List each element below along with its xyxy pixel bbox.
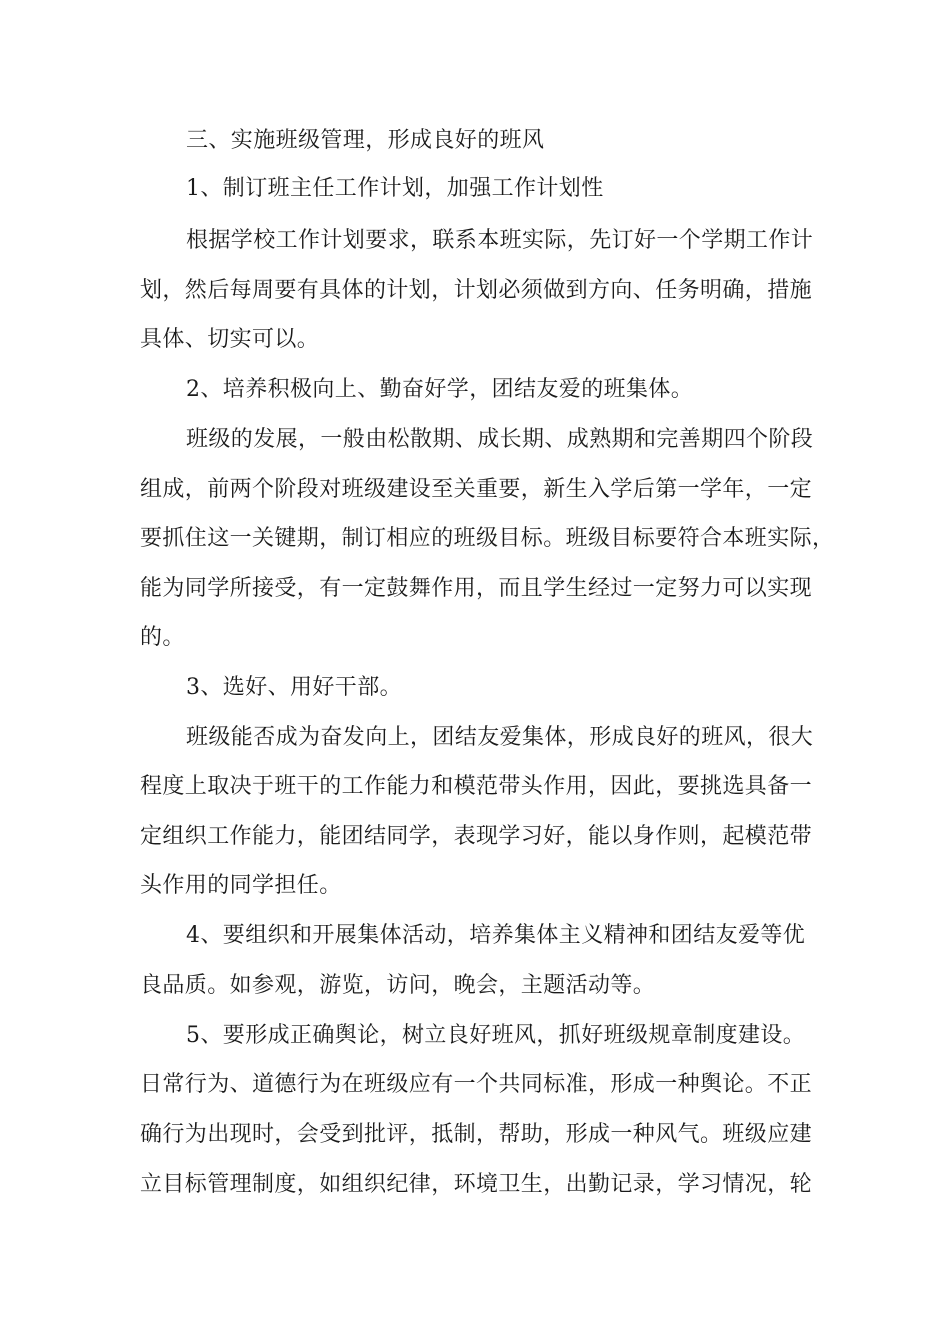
paragraph-line: 的。	[140, 625, 185, 650]
subheading-1: 1、制订班主任工作计划，加强工作计划性	[186, 176, 604, 201]
paragraph-line: 根据学校工作计划要求，联系本班实际，先订好一个学期工作计	[186, 228, 814, 253]
section-heading: 三、实施班级管理，形成良好的班风	[186, 128, 545, 153]
subheading-3: 3、选好、用好干部。	[186, 675, 402, 700]
paragraph-line: 定组织工作能力，能团结同学，表现学习好，能以身作则，起模范带	[140, 824, 813, 849]
paragraph-line: 具体、切实可以。	[140, 327, 320, 352]
subheading-5: 5、要形成正确舆论，树立良好班风，抓好班级规章制度建设。	[186, 1023, 806, 1048]
paragraph-line: 立目标管理制度，如组织纪律，环境卫生，出勤记录，学习情况，轮	[140, 1172, 813, 1197]
paragraph-line: 班级能否成为奋发向上，团结友爱集体，形成良好的班风，很大	[186, 725, 814, 750]
paragraph-line: 头作用的同学担任。	[140, 873, 342, 898]
paragraph-line: 组成，前两个阶段对班级建设至关重要，新生入学后第一学年，一定	[140, 477, 813, 502]
paragraph-line: 确行为出现时，会受到批评，抵制，帮助，形成一种风气。班级应建	[140, 1122, 813, 1147]
paragraph-line: 程度上取决于班干的工作能力和模范带头作用，因此，要挑选具备一	[140, 774, 813, 799]
paragraph-line: 能为同学所接受，有一定鼓舞作用，而且学生经过一定努力可以实现	[140, 576, 813, 601]
paragraph-line: 日常行为、道德行为在班级应有一个共同标准，形成一种舆论。不正	[140, 1072, 813, 1097]
paragraph-line: 班级的发展，一般由松散期、成长期、成熟期和完善期四个阶段	[186, 427, 814, 452]
paragraph-line: 良品质。如参观，游览，访问，晚会，主题活动等。	[140, 973, 656, 998]
subheading-2: 2、培养积极向上、勤奋好学，团结友爱的班集体。	[186, 377, 694, 402]
paragraph-line: 要抓住这一关键期，制订相应的班级目标。班级目标要符合本班实际，	[140, 526, 835, 551]
paragraph-line: 划，然后每周要有具体的计划，计划必须做到方向、任务明确，措施	[140, 278, 813, 303]
subheading-4: 4、要组织和开展集体活动，培养集体主义精神和团结友爱等优	[186, 923, 806, 948]
